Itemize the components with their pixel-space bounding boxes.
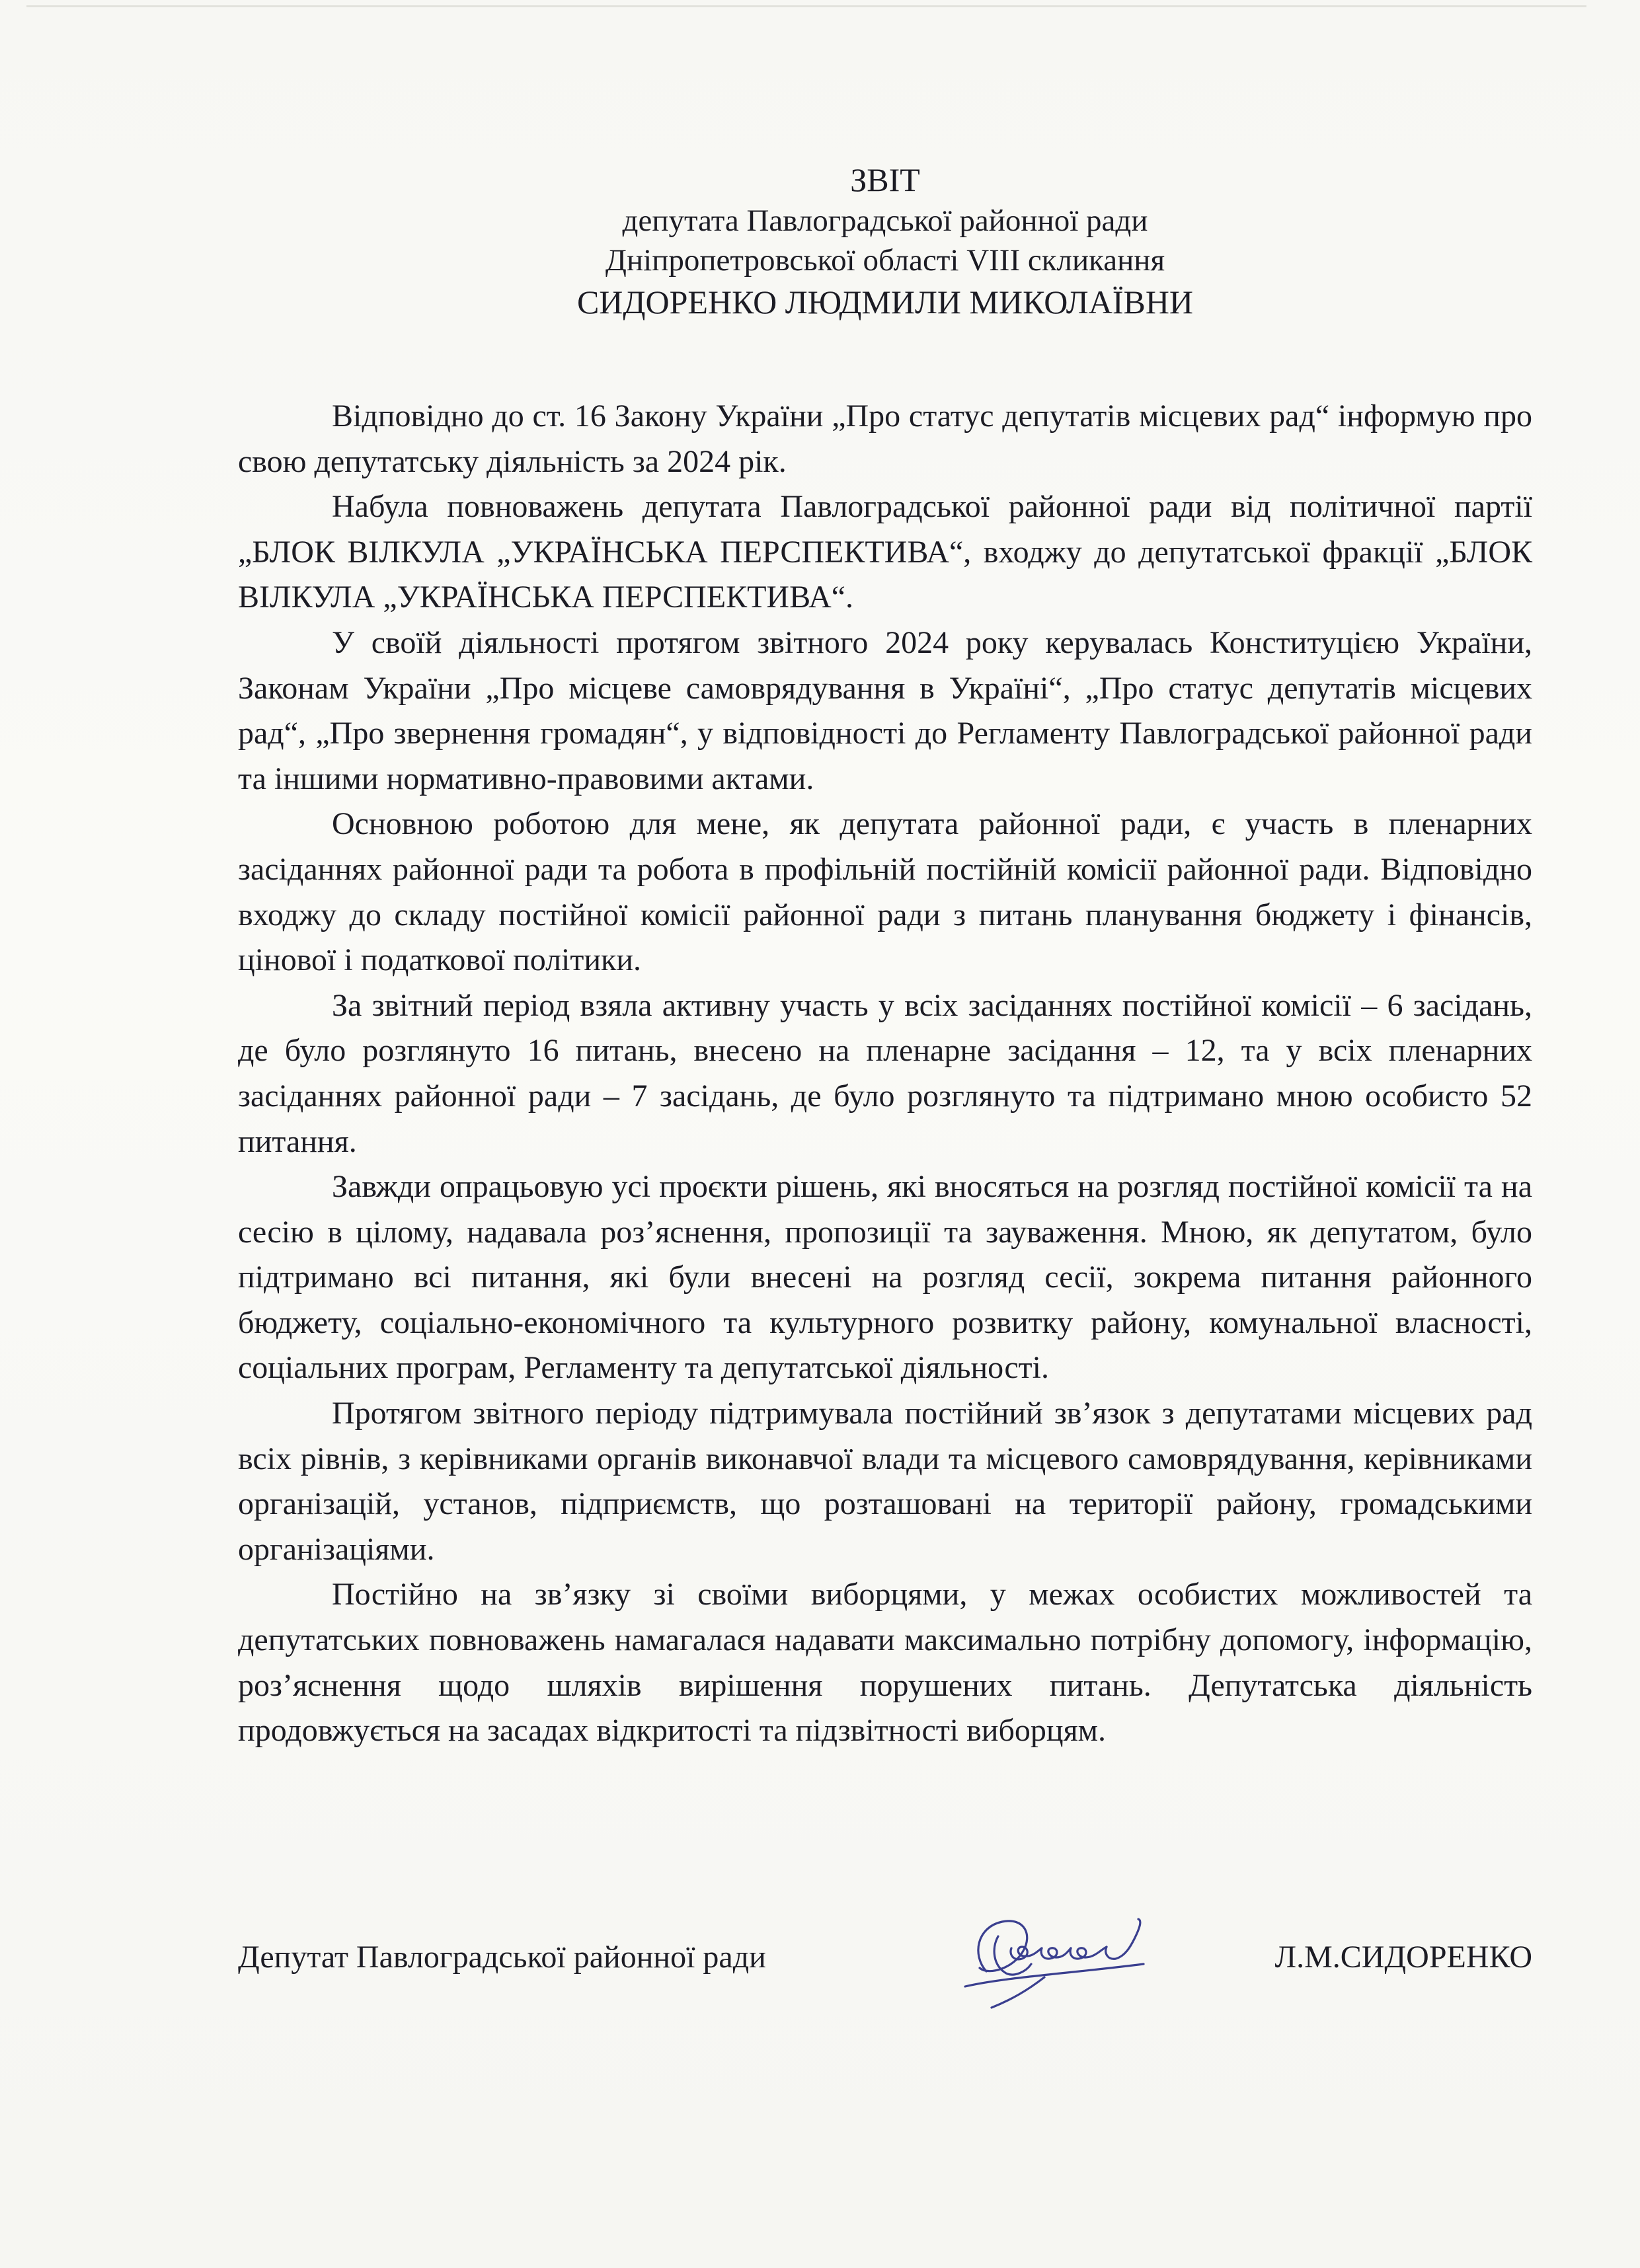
paragraph: У своїй діяльності протягом звітного 2024 року керувалась Конституцією України, Законам України „Про місцеве самоврядування в Україні“, „Про статус депутатів місцевих рад“, „Про звернення громадян“, у відповідності до Регламенту Павлоградської районної ради та іншими нормативно-правовими актами. xyxy=(238,624,1532,796)
paragraph: Протягом звітного періоду підтримувала постійний зв’язок з депутатами місцевих рад всіх рівнів, з керівниками органів виконавчої влади та місцевого самоврядування, керівниками організацій, установ, підприємств, що розташовані на території району, громадськими організаціями. xyxy=(238,1396,1532,1567)
paragraph: Набула повноважень депутата Павлоградської районної ради від політичної партії „БЛОК ВІЛКУЛА „УКРАЇНСЬКА ПЕРСПЕКТИВА“, входжу до депутатської фракції „БЛОК ВІЛКУЛА „УКРАЇНСЬКА ПЕРСПЕКТИВА“. xyxy=(238,489,1532,615)
signature-name: Л.М.СИДОРЕНКО xyxy=(1274,1940,1532,1975)
report-body xyxy=(238,394,1532,1754)
deputy-name: СИДОРЕНКО ЛЮДМИЛИ МИКОЛАЇВНИ xyxy=(576,284,1194,321)
paragraph: За звітний період взяла активну участь у всіх засіданнях постійної комісії – 6 засідань, де було розглянуто 16 питань, внесено на пленарне засідання – 12, та у всіх пленарних засіданнях районної ради – 7 засідань, де було розглянуто та підтримано мною особисто 52 питання. xyxy=(238,987,1532,1159)
signature-row xyxy=(238,1916,1532,2022)
paragraph: Відповідно до ст. 16 Закону України „Про статус депутатів місцевих рад“ інформую про свою депутатську діяльність за 2024 рік. xyxy=(238,398,1532,479)
paragraph: Постійно на зв’язку зі своїми виборцями, у межах особистих можливостей та депутатських повноважень намагалася надавати максимально потрібну допомогу, інформацію, роз’яснення щодо шляхів вирішення порушених питань. Депутатська діяльність продовжується на засадах відкритості та підзвітності виборцям. xyxy=(238,1577,1532,1749)
paragraph: Основною роботою для мене, як депутата районної ради, є участь в пленарних засіданнях районної ради та робота в профільній постійній комісії районної ради. Відповідно входжу до складу постійної комісії районної ради з питань планування бюджету і фінансів, цінової і податкової політики. xyxy=(238,806,1532,978)
paragraph: Завжди опрацьовую усі проєкти рішень, які вносяться на розгляд постійної комісії та на сесію в цілому, надавала роз’яснення, пропозиції та зауваження. Мною, як депутатом, було підтримано всі питання, які були внесені на розгляд сесії, зокрема питання районного бюджету, соціально-економічного та культурного розвитку району, комунальної власності, соціальних програм, Регламенту та депутатської діяльності. xyxy=(238,1169,1532,1386)
scan-edge-line xyxy=(26,5,1586,7)
report-title: ЗВІТ xyxy=(850,161,920,198)
signature-label: Депутат Павлоградської районної ради xyxy=(238,1940,766,1975)
report-subtitle-line2: Дніпропетровської області VIII скликання xyxy=(605,243,1165,278)
report-subtitle-line1: депутата Павлоградської районної ради xyxy=(622,204,1148,238)
report-header xyxy=(238,159,1532,324)
report-content xyxy=(238,159,1532,1754)
handwritten-signature xyxy=(945,1909,1183,2024)
